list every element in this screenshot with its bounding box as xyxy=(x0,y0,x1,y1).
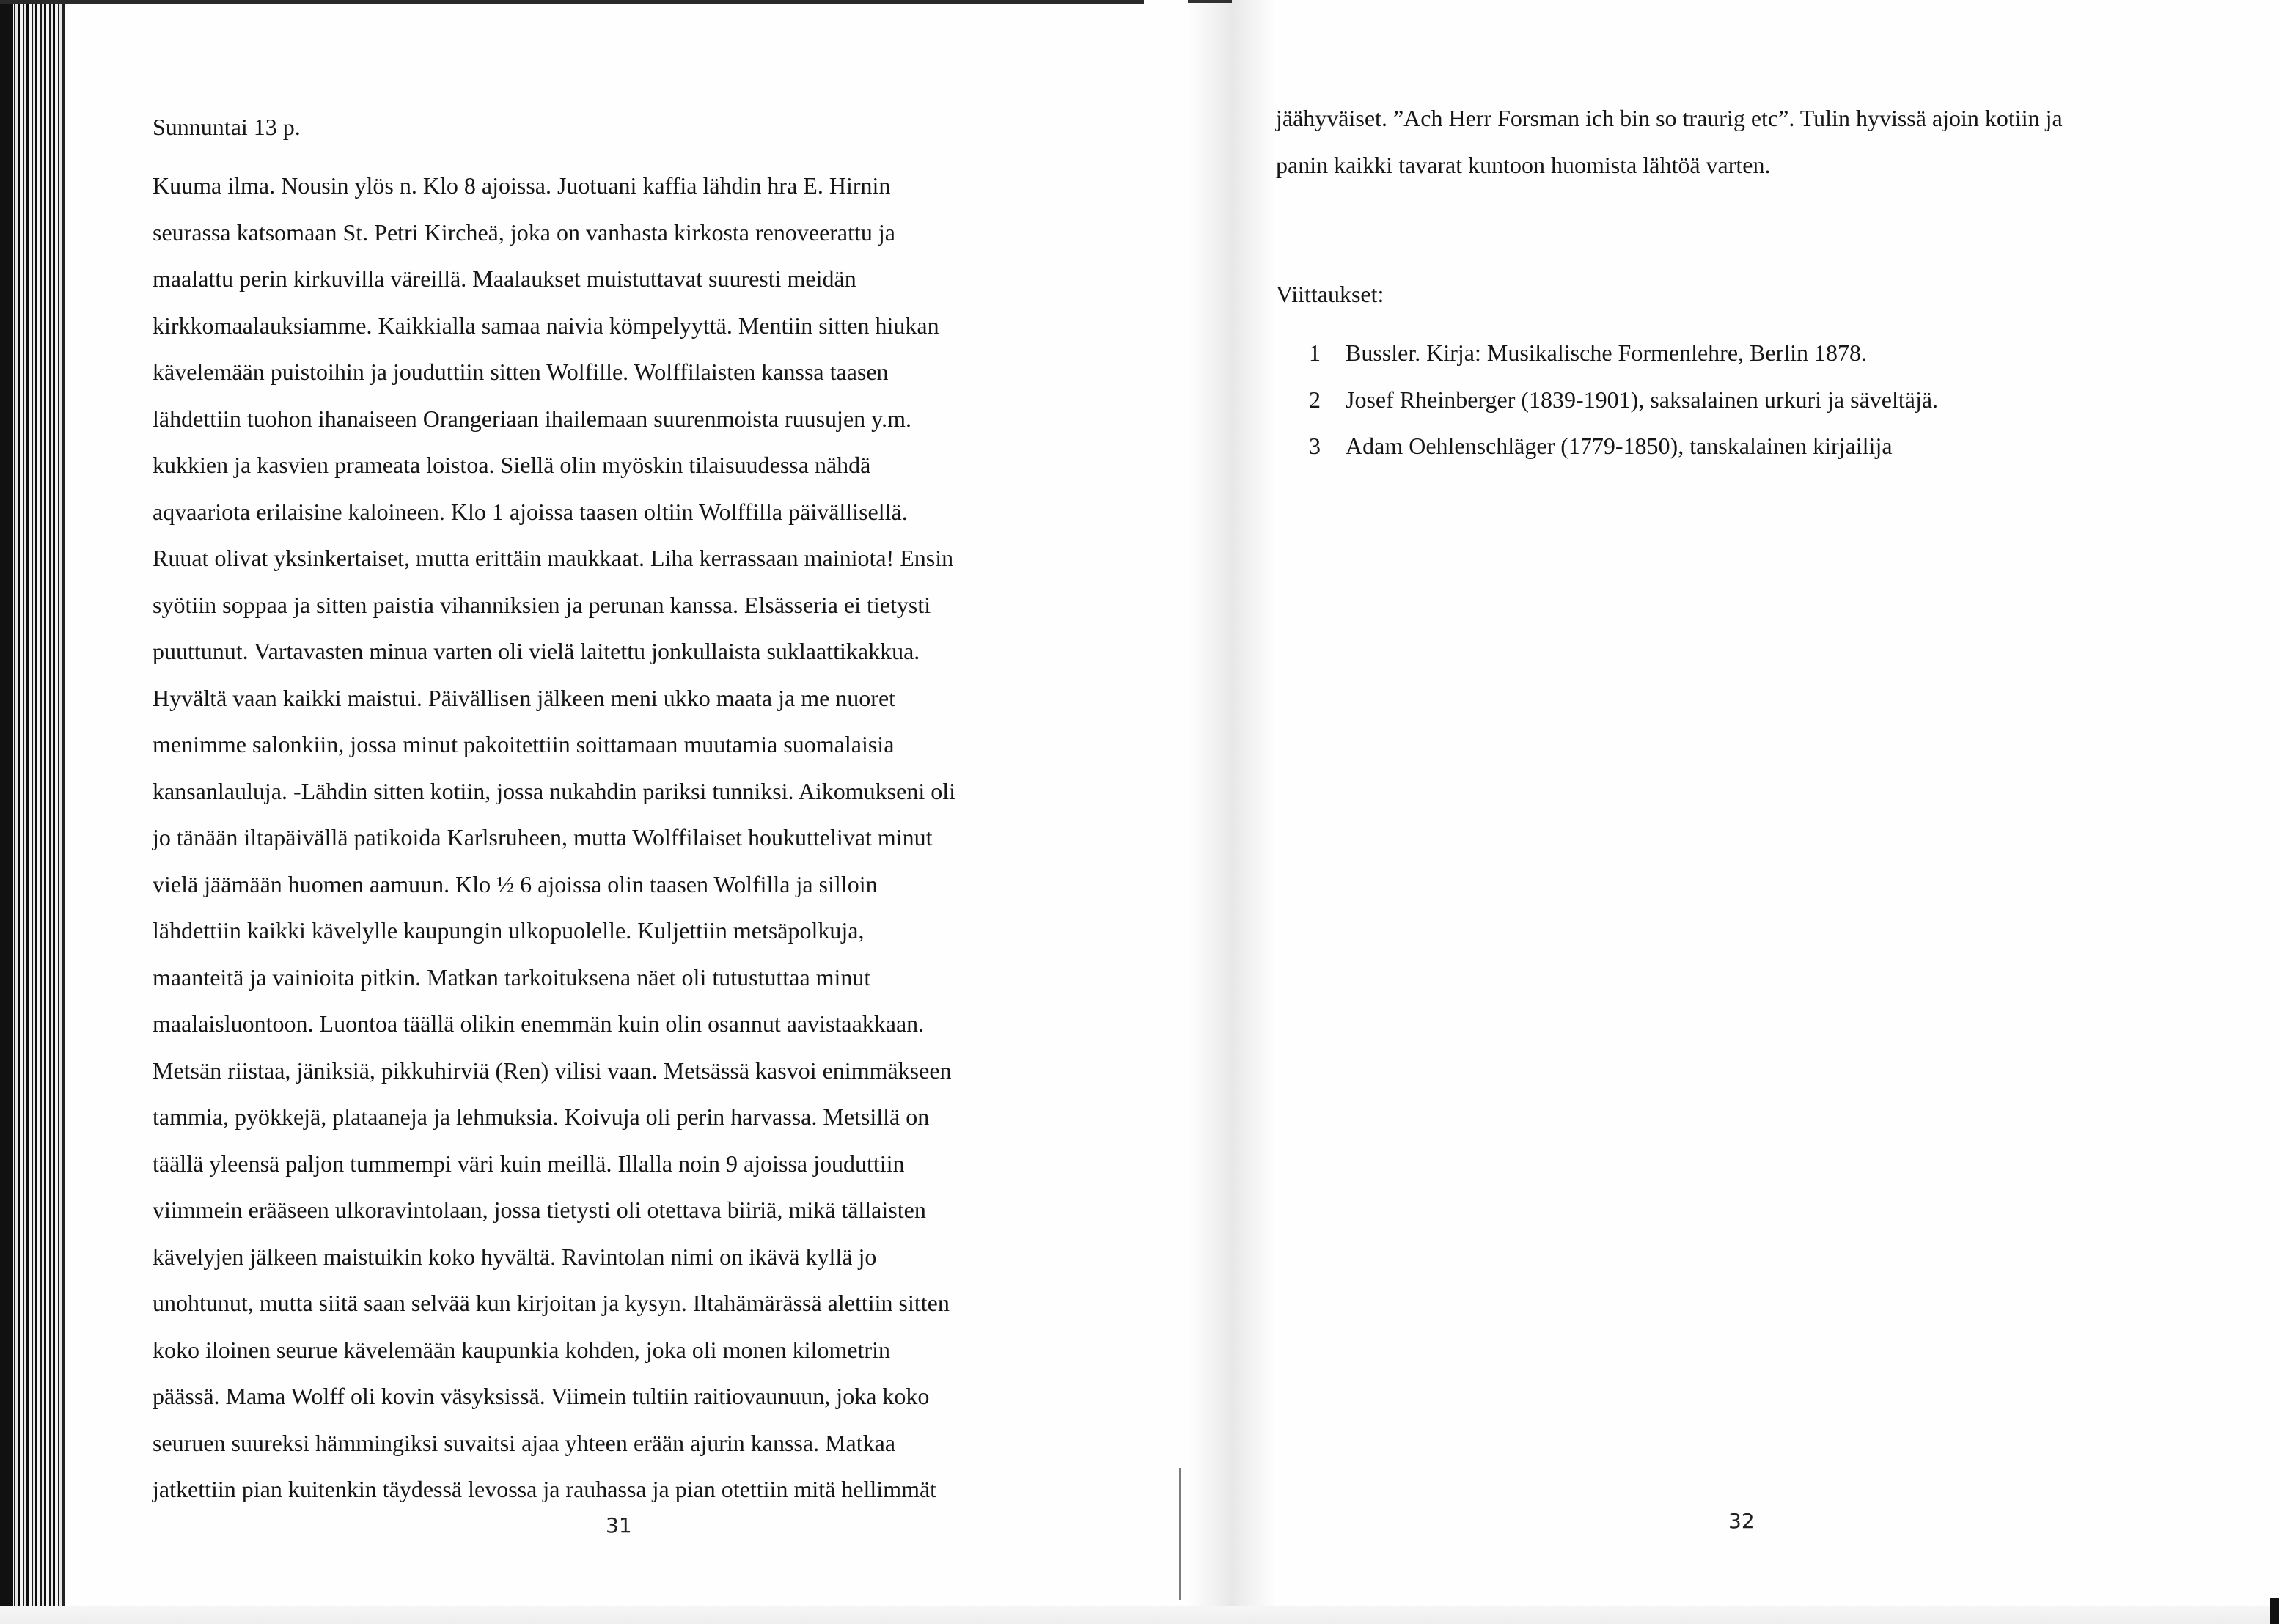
page-number-right: 32 xyxy=(1728,1509,1755,1533)
reference-text: Adam Oehlenschläger (1779-1850), tanskalainen kirjailija xyxy=(1346,433,1893,459)
reference-number: 2 xyxy=(1309,386,1321,413)
text-line: maalattu perin kirkuvilla väreillä. Maalaukset muistuttavat suuresti meidän xyxy=(153,265,856,292)
text-line: jäähyväiset. ”Ach Herr Forsman ich bin so traurig etc”. Tulin hyvissä ajoin kotiin ja xyxy=(1276,105,2063,131)
page-edge-rule xyxy=(62,0,65,1613)
text-line: kansanlauluja. -Lähdin sitten kotiin, jossa nukahdin pariksi tunniksi. Aikomukseni oli xyxy=(153,777,955,804)
reference-item xyxy=(1309,330,1938,377)
reference-item xyxy=(1309,377,1938,424)
diary-entry-heading: Sunnuntai 13 p. xyxy=(153,114,301,140)
top-scan-edge xyxy=(0,0,1144,4)
text-line: syötiin soppaa ja sitten paistia vihanniksien ja perunan kanssa. Elsässeria ei tietysti xyxy=(153,591,931,618)
text-line: kukkien ja kasvien prameata loistoa. Siellä olin myöskin tilaisuudessa nähdä xyxy=(153,452,871,478)
text-line: jatkettiin pian kuitenkin täydessä levossa ja rauhassa ja pian otettiin mitä hellimmät xyxy=(153,1476,937,1502)
text-line: päässä. Mama Wolff oli kovin väsyksissä. Viimein tultiin raitiovaunuun, joka koko xyxy=(153,1383,930,1409)
text-line: maanteitä ja vainioita pitkin. Matkan tarkoituksena näet oli tutustuttaa minut xyxy=(153,963,871,991)
left-page-body xyxy=(153,163,955,1513)
text-line: Hyvältä vaan kaikki maistui. Päivällisen jälkeen meni ukko maata ja me nuoret xyxy=(153,684,896,711)
gutter-mark xyxy=(1179,1468,1181,1600)
reference-text: Josef Rheinberger (1839-1901), saksalainen urkuri ja säveltäjä. xyxy=(1346,386,1939,413)
text-line: jo tänään iltapäivällä patikoida Karlsruheen, mutta Wolffilaiset houkuttelivat minut xyxy=(153,824,933,850)
reference-text: Bussler. Kirja: Musikalische Formenlehre, Berlin 1878. xyxy=(1346,339,1867,366)
book-cover-edge xyxy=(0,0,13,1613)
text-line: lähdettiin kaikki kävelylle kaupungin ulkopuolelle. Kuljettiin metsäpolkuja, xyxy=(153,917,865,944)
right-page xyxy=(1203,0,2279,1624)
reference-number: 3 xyxy=(1309,433,1321,459)
text-line: seuruen suureksi hämmingiksi suvaitsi ajaa yhteen erään ajurin kanssa. Matkaa xyxy=(153,1429,896,1456)
text-line: kävelemään puistoihin ja jouduttiin sitten Wolfille. Wolffilaisten kanssa taasen xyxy=(153,359,889,385)
right-page-body xyxy=(1276,95,2063,188)
book-gutter-shadow xyxy=(1188,0,1276,1613)
text-line: tammia, pyökkejä, plataaneja ja lehmuksia. Koivuja oli perin harvassa. Metsillä on xyxy=(153,1103,930,1130)
text-line: maalaisluontoon. Luontoa täällä olikin enemmän kuin olin osannut aavistaakkaan. xyxy=(153,1010,925,1037)
text-line: kävelyjen jälkeen maistuikin koko hyvältä. Ravintolan nimi on ikävä kyllä jo xyxy=(153,1243,877,1270)
text-line: puuttunut. Vartavasten minua varten oli vielä laitettu jonkullaista suklaattikakkua. xyxy=(153,638,920,664)
bottom-scan-edge xyxy=(0,1606,2279,1624)
text-line: vielä jäämään huomen aamuun. Klo ½ 6 ajoissa olin taasen Wolfilla ja silloin xyxy=(153,870,878,897)
corner-scan-edge xyxy=(2270,1598,2279,1624)
text-line: menimme salonkiin, jossa minut pakoitettiin soittamaan muutamia suomalaisia xyxy=(153,731,895,757)
text-line: lähdettiin tuohon ihanaiseen Orangeriaan ihailemaan suurenmoista ruusujen y.m. xyxy=(153,405,911,432)
text-line: täällä yleensä paljon tummempi väri kuin meillä. Illalla noin 9 ajoissa jouduttiin xyxy=(153,1150,905,1177)
text-line: Ruuat olivat yksinkertaiset, mutta erittäin maukkaat. Liha kerrassaan mainiota! Ensin xyxy=(153,545,954,571)
text-line: kirkkomaalauksiamme. Kaikkialla samaa naivia kömpelyyttä. Mentiin sitten hiukan xyxy=(153,312,939,339)
page-number-left: 31 xyxy=(606,1513,632,1537)
text-line: Kuuma ilma. Nousin ylös n. Klo 8 ajoissa. Juotuani kaffia lähdin hra E. Hirnin xyxy=(153,172,891,199)
text-line: Metsän riistaa, jäniksiä, pikkuhirviä (Ren) vilisi vaan. Metsässä kasvoi enimmäkseen xyxy=(153,1057,952,1084)
reference-number: 1 xyxy=(1309,339,1321,366)
references-list xyxy=(1309,330,1938,470)
text-line: seurassa katsomaan St. Petri Kircheä, joka on vanhasta kirkosta renoveerattu ja xyxy=(153,218,895,246)
text-line: panin kaikki tavarat kuntoon huomista lähtöä varten. xyxy=(1276,151,1771,178)
text-line: unohtunut, mutta siitä saan selvää kun kirjoitan ja kysyn. Iltahämärässä alettiin sitten xyxy=(153,1290,950,1316)
text-line: koko iloinen seurue kävelemään kaupunkia kohden, joka oli monen kilometrin xyxy=(153,1336,890,1363)
references-heading: Viittaukset: xyxy=(1276,281,1384,307)
text-line: aqvaariota erilaisine kaloineen. Klo 1 ajoissa taasen oltiin Wolffilla päivällisellä. xyxy=(153,498,908,525)
text-line: viimmein erääseen ulkoravintolaan, jossa tietysti oli otettava biiriä, mikä tällaisten xyxy=(153,1197,926,1223)
reference-item xyxy=(1309,423,1938,470)
